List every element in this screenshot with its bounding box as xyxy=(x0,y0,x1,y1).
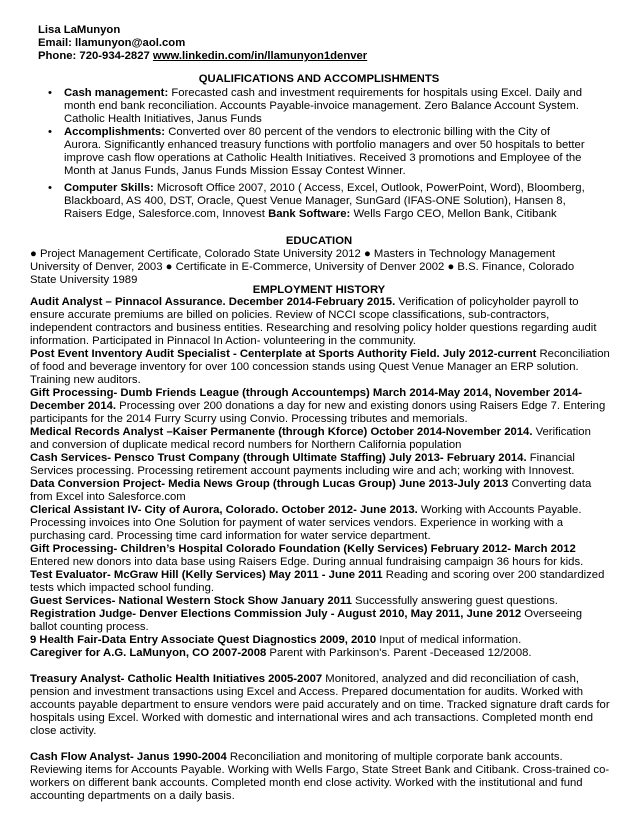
employment-list xyxy=(30,296,612,803)
job-description: Reading and scoring over 200 standardized tests which impacted school funding. xyxy=(30,569,605,594)
job-entry xyxy=(30,426,612,452)
qualification-title: Accomplishments: xyxy=(64,126,166,138)
job-description: Verification and conversion of duplicate medical record numbers for Northern California population xyxy=(30,426,591,451)
job-description: Converting data from Excel into Salesforce.com xyxy=(30,478,592,503)
qualification-text: Microsoft Office 2007, 2010 ( Access, Excel, Outlook, PowerPoint, Word), Bloomberg, Blackboard, AS 400, DST, Oracle, Quest Venue Manager, SunGard (IFAS-ONE Solution), Hansen 8, Raisers Edge, Salesforce.com, Innovest xyxy=(64,182,585,220)
job-title: Gift Processing- Children’s Hospital Colorado Foundation (Kelly Services) February 2012- March 2012 xyxy=(30,543,576,555)
bullet-icon: • xyxy=(48,182,52,194)
bank-software-title: Bank Software: xyxy=(268,208,351,220)
spacer xyxy=(30,738,612,751)
qualification-item xyxy=(48,182,588,221)
qualification-item xyxy=(48,87,588,126)
job-description: Successfully answering guest questions. xyxy=(351,595,558,607)
bank-software-text: Wells Fargo CEO, Mellon Bank, Citibank xyxy=(350,208,557,220)
job-description: Input of medical information. xyxy=(376,634,522,646)
job-entry xyxy=(30,634,612,647)
qualifications-heading: QUALIFICATIONS AND ACCOMPLISHMENTS xyxy=(198,73,440,85)
job-description: Reconciliation and monitoring of multiple corporate bank accounts. Reviewing items for Accounts Payable. Working with Wells Fargo, State Street Bank and Citibank. Cross-trained co-workers on different bank accounts. Completed month end close activity. Worked with the institutional and fund accounting departments on a daily basis. xyxy=(30,751,610,802)
job-title: Cash Flow Analyst- Janus 1990-2004 xyxy=(30,751,227,763)
job-entry xyxy=(30,348,612,387)
name: Lisa LaMunyon xyxy=(38,24,121,36)
job-entry xyxy=(30,387,612,426)
job-description: Reconciliation of food and beverage inventory for over 100 concession stands using Quest Venue Manager an ERP solution. Training new auditors. xyxy=(30,348,610,386)
job-title: Test Evaluator- McGraw Hill (Kelly Services) May 2011 - June 2011 xyxy=(30,569,383,581)
spacer xyxy=(30,660,612,673)
phone: Phone: 720-934-2827 xyxy=(38,50,153,62)
job-entry xyxy=(30,647,612,660)
job-title: Guest Services- National Western Stock Show January 2011 xyxy=(30,595,352,607)
job-title: Audit Analyst – Pinnacol Assurance. December 2014-February 2015. xyxy=(30,296,396,308)
education-text: ● Project Management Certificate, Colorado State University 2012 ● Masters in Technology Management University of Denver, 2003 ● Certificate in E-Commerce, University of Denver 2002 ● B.S. Finance, Colorado State University 1989 xyxy=(30,248,575,286)
job-title: Gift Processing- Dumb Friends League (through Accountemps) March 2014-May 2014, November 2014-December 2014. xyxy=(30,387,583,412)
job-description: Entered new donors into data base using Raisers Edge. During annual fundraising campaign 36 hours for kids. xyxy=(30,556,584,568)
job-entry xyxy=(30,478,612,504)
job-title: Medical Records Analyst –Kaiser Permanente (through Kforce) October 2014-November 2014. xyxy=(30,426,533,438)
job-title: 9 Health Fair-Data Entry Associate Quest Diagnostics 2009, 2010 xyxy=(30,634,377,646)
qualification-title: Cash management: xyxy=(64,87,169,99)
contact-header xyxy=(38,24,367,63)
job-description: Working with Accounts Payable. Processing invoices into One Solution for payment of water services vendors. Experience in working with a purchasing card. Processing time card information for water service department. xyxy=(30,504,582,542)
job-title: Clerical Assistant IV- City of Aurora, Colorado. October 2012- June 2013. xyxy=(30,504,418,516)
job-title: Caregiver for A.G. LaMunyon, CO 2007-2008 xyxy=(30,647,267,659)
job-description: Financial Services processing. Processing retirement account payments including wire and ach; working with Innovest. xyxy=(30,452,575,477)
qualifications-list xyxy=(48,87,588,221)
qualification-title: Computer Skills: xyxy=(64,182,154,194)
job-entry xyxy=(30,452,612,478)
phone-line xyxy=(38,50,367,63)
employment-heading: EMPLOYMENT HISTORY xyxy=(252,284,386,296)
job-description: Processing over 200 donations a day for new and existing donors using Raisers Edge 7. Entering participants for the 2014 Furry Scurry using Convio. Processing tributes and memorials. xyxy=(30,400,606,425)
job-title: Post Event Inventory Audit Specialist - Centerplate at Sports Authority Field. July 2012-current xyxy=(30,348,537,360)
job-title: Cash Services- Pensco Trust Company (through Ultimate Staffing) July 2013- February 2014. xyxy=(30,452,527,464)
job-entry xyxy=(30,751,612,803)
bullet-icon: • xyxy=(48,126,52,138)
linkedin-link[interactable]: www.linkedin.com/in/llamunyon1denver xyxy=(152,50,368,62)
job-entry xyxy=(30,608,612,634)
qualification-text: Forecasted cash and investment requirements for hospitals using Excel. Daily and month end bank reconciliation. Accounts Payable-invoice management. Zero Balance Account System. Catholic Health Initiatives, Janus Funds xyxy=(64,87,583,125)
job-entry xyxy=(30,569,612,595)
job-entry xyxy=(30,543,612,569)
job-entry xyxy=(30,296,612,348)
job-description: Parent with Parkinson's. Parent -Deceased 12/2008. xyxy=(266,647,532,659)
job-title: Registration Judge- Denver Elections Commission July - August 2010, May 2011, June 2012 xyxy=(30,608,522,620)
qualification-item xyxy=(48,126,588,182)
job-entry xyxy=(30,595,612,608)
job-description: Verification of policyholder payroll to ensure accurate premiums are billed on policies. Review of NCCI scope classifications, sub-contractors, independent contractors and business entities. Researching and resolving policy holder questions regarding audit information. Participated in Pinnacol In Action- volunteering in the community. xyxy=(30,296,597,347)
bullet-icon: • xyxy=(48,87,52,99)
job-description: Monitored, analyzed and did reconciliation of cash, pension and investment transactions using Excel and Access. Prepared documentation for audits. Worked with accounts payable department to ensure vendors were paid accurately and on time. Tracked signature draft cards for hospitals using Excel. Worked with domestic and international wires and ach transactions. Completed month end close activity. xyxy=(30,673,610,737)
job-title: Treasury Analyst- Catholic Health Initiatives 2005-2007 xyxy=(30,673,323,685)
job-entry xyxy=(30,504,612,543)
qualification-text: Converted over 80 percent of the vendors to electronic billing with the City of Aurora. Significantly enhanced treasury functions with portfolio managers and over 50 hospitals to better improve cash flow operations at Catholic Health Initiatives. Received 3 promotions and Employee of the Month at Janus Funds, Janus Funds Mission Essay Contest Winner. xyxy=(64,126,585,177)
job-title: Data Conversion Project- Media News Group (through Lucas Group) June 2013-July 2013 xyxy=(30,478,509,490)
job-entry xyxy=(30,673,612,738)
job-description: Overseeing ballot counting process. xyxy=(30,608,583,633)
email: Email: llamunyon@aol.com xyxy=(38,37,186,49)
education-heading: EDUCATION xyxy=(285,235,353,247)
